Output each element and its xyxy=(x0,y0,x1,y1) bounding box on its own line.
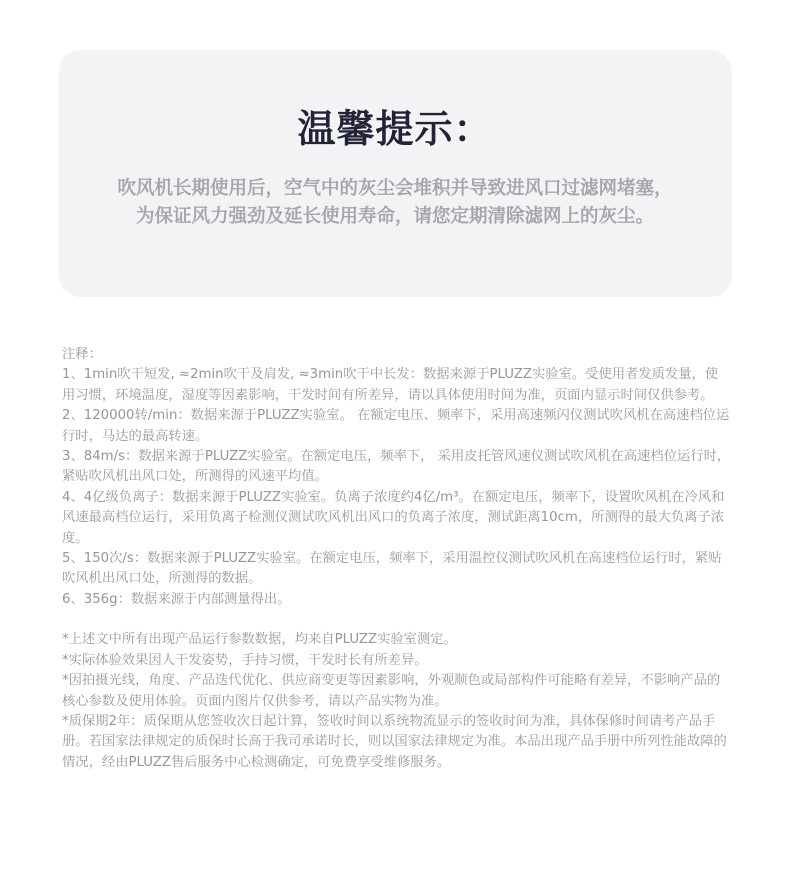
note-item: 6、356g：数据来源于内部测量得出。 xyxy=(62,591,291,607)
disclaimer-item: *上述文中所有出现产品运行参数数据，均来自PLUZZ实验室测定。 xyxy=(62,632,457,648)
tip-title: 温馨提示： xyxy=(297,107,493,151)
note-item: 5、150次/s：数据来源于PLUZZ实验室。在额定电压，频率下，采用温控仪测试吹风机在高速档位运行时，紧贴吹风机出风口处，所测得的数据。 xyxy=(62,551,722,587)
notes-heading: 注释： xyxy=(62,347,102,362)
note-item: 1、1min吹干短发, ≈2min吹干及肩发, ≈3min吹干中长发：数据来源于PLUZZ实验室。受使用者发质发量，使用习惯，环境温度，湿度等因素影响，干发时间有所差异，请以具体使用时间为准，页面内显示时间仅供参考。 xyxy=(62,367,719,403)
tip-line: 吹风机长期使用后，空气中的灰尘会堆积并导致进风口过滤网堵塞， xyxy=(117,178,673,199)
disclaimer-item: *实际体验效果因人干发姿势，手持习惯，干发时长有所差异。 xyxy=(62,652,428,668)
tip-body xyxy=(0,175,790,231)
note-item: 3、84m/s：数据来源于PLUZZ实验室。在额定电压，频率下， 采用皮托管风速仪测试吹风机在高速档位运行时，紧贴吹风机出风口处，所测得的风速平均值。 xyxy=(62,449,731,485)
spacer xyxy=(62,610,731,630)
tip-card xyxy=(59,50,732,297)
disclaimer-item: *质保期2年：质保期从您签收次日起计算，签收时间以系统物流显示的签收时间为准，具体保修时间请考产品手册。若国家法律规定的质保时长高于我司承诺时长，则以国家法律规定为准。本品出现产品手册中所列性能故障的情况，经由PLUZZ售后服务中心检测确定，可免费享受维修服务。 xyxy=(62,713,727,770)
notes-section xyxy=(62,345,731,773)
tip-line: 为保证风力强劲及延长使用寿命，请您定期清除滤网上的灰尘。 xyxy=(135,206,654,227)
disclaimer-item: *因拍摄光线，角度、产品迭代优化、供应商变更等因素影响，外观顺色或局部构件可能略有差异，不影响产品的核心参数及使用体验。页面内图片仅供参考，请以产品实物为准。 xyxy=(62,673,721,709)
note-item: 4、4亿级负离子：数据来源于PLUZZ实验室。负离子浓度约4亿/m³。在额定电压，频率下，设置吹风机在冷风和风速最高档位运行，采用负离子检测仪测试吹风机出风口的负离子浓度，测试距离10cm，所测得的最大负离子浓度。 xyxy=(62,489,725,546)
note-item: 2、120000转/min：数据来源于PLUZZ实验室。 在额定电压、频率下，采用高速频闪仪测试吹风机在高速档位运行时，马达的最高转速。 xyxy=(62,408,730,444)
